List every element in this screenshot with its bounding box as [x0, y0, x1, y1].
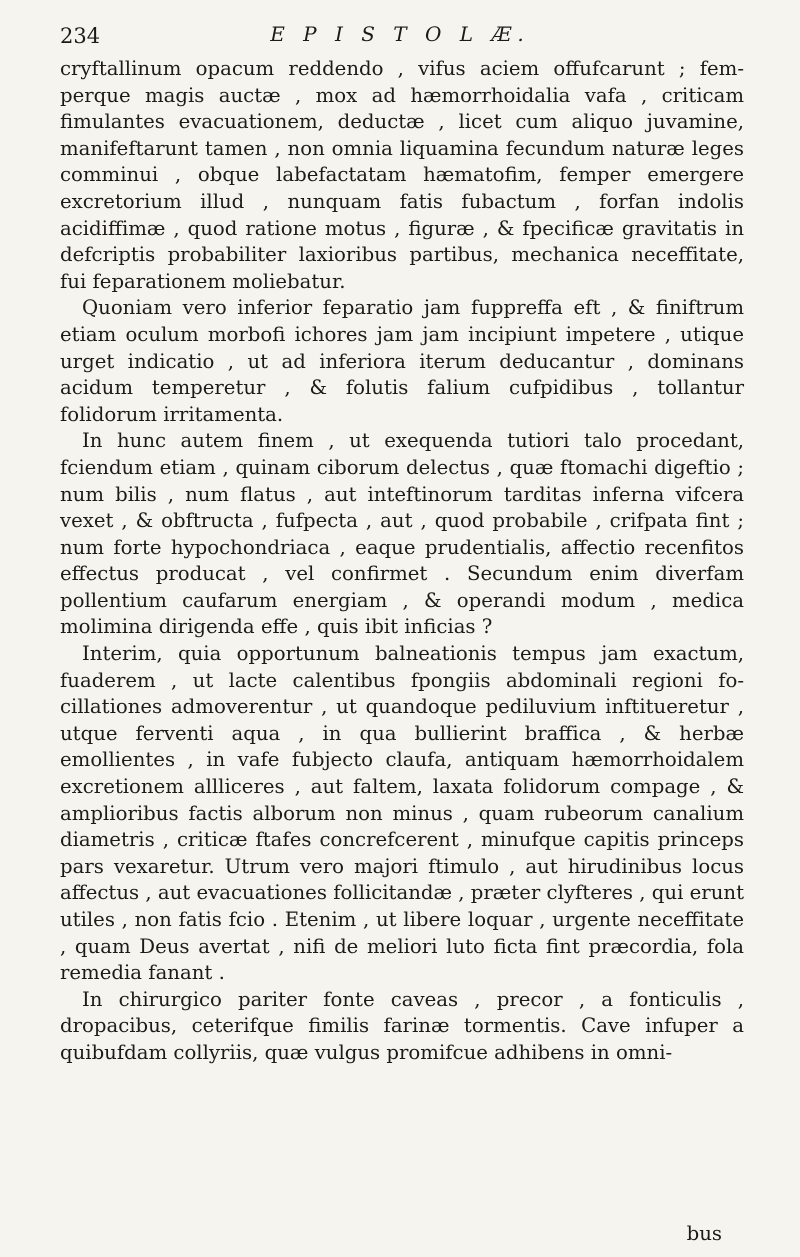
paragraph: cryftallinum opacum reddendo , vifus aciem offufcarunt ; femperque magis auctæ , mox ad hæmorrhoidalia vafa , criticam fimulantes evacuationem, deductæ , licet cum aliquo juvamine, manifeftarunt tamen , non omnia liquamina fecundum naturæ leges comminui , obque labefactatam hæmatofim, femper emergere excretorium illud , nunquam fatis fubactum , forfan indolis acidiffimæ , quod ratione motus , figuræ , & fpecificæ gravitatis in defcriptis probabiliter laxioribus partibus, mechanica neceffitate, fui feparationem moliebatur.: [60, 57, 744, 293]
running-head: E P I S T O L Æ.: [270, 22, 530, 46]
paragraph: Interim, quia opportunum balneationis tempus jam exactum, fuaderem , ut lacte calentibus fpongiis abdominali regioni focillationes admoverentur , ut quandoque pediluvium inftitueretur , utque ferventi aqua , in qua bullierint braffica , & herbæ emollientes , in vafe fubjecto claufa, antiquam hæmorrhoidalem excretionem allliceres , aut faltem, laxata folidorum compage , & amplioribus factis alborum non minus , quam rubeorum canalium diametris , criticæ ftafes concrefcerent , minufque capitis princeps pars vexaretur. Utrum vero majori ftimulo , aut hirudinibus locus affectus , aut evacuationes follicitandæ , præter clyfteres , qui erunt utiles , non fatis fcio . Etenim , ut libere loquar , urgente neceffitate , quam Deus avertat , nifi de meliori luto ficta fint præcordia, fola remedia fanant .: [60, 642, 744, 985]
paragraph: In hunc autem finem , ut exequenda tutiori talo procedant, fciendum etiam , quinam ciborum delectus , quæ ftomachi digeftio ; num bilis , num flatus , aut inteftinorum tarditas inferna vifcera vexet , & obftructa , fufpecta , aut , quod probabile , crifpata fint ; num forte hypochondriaca , eaque prudentialis, affectio recenfitos effectus producat , vel confirmet . Secundum enim diverfam pollentium caufarum energiam , & operandi modum , medica molimina dirigenda effe , quis ibit inficias ?: [60, 429, 744, 639]
body-text: [60, 56, 744, 1067]
paragraph: Quoniam vero inferior feparatio jam fuppreffa eft , & finiftrum etiam oculum morbofi ichores jam jam incipiunt impetere , utique urget indicatio , ut ad inferiora iterum deducantur , dominans acidum temperetur , & folutis falium cufpidibus , tollantur folidorum irritamenta.: [60, 296, 744, 426]
page-number: 234: [60, 24, 101, 48]
catchword: bus: [686, 1222, 722, 1245]
page-header: [60, 18, 740, 52]
paragraph: In chirurgico pariter fonte caveas , precor , a fonticulis , dropacibus, ceterifque fimilis farinæ tormentis. Cave infuper a quibufdam collyriis, quæ vulgus promifcue adhibens in omni-: [60, 987, 744, 1064]
